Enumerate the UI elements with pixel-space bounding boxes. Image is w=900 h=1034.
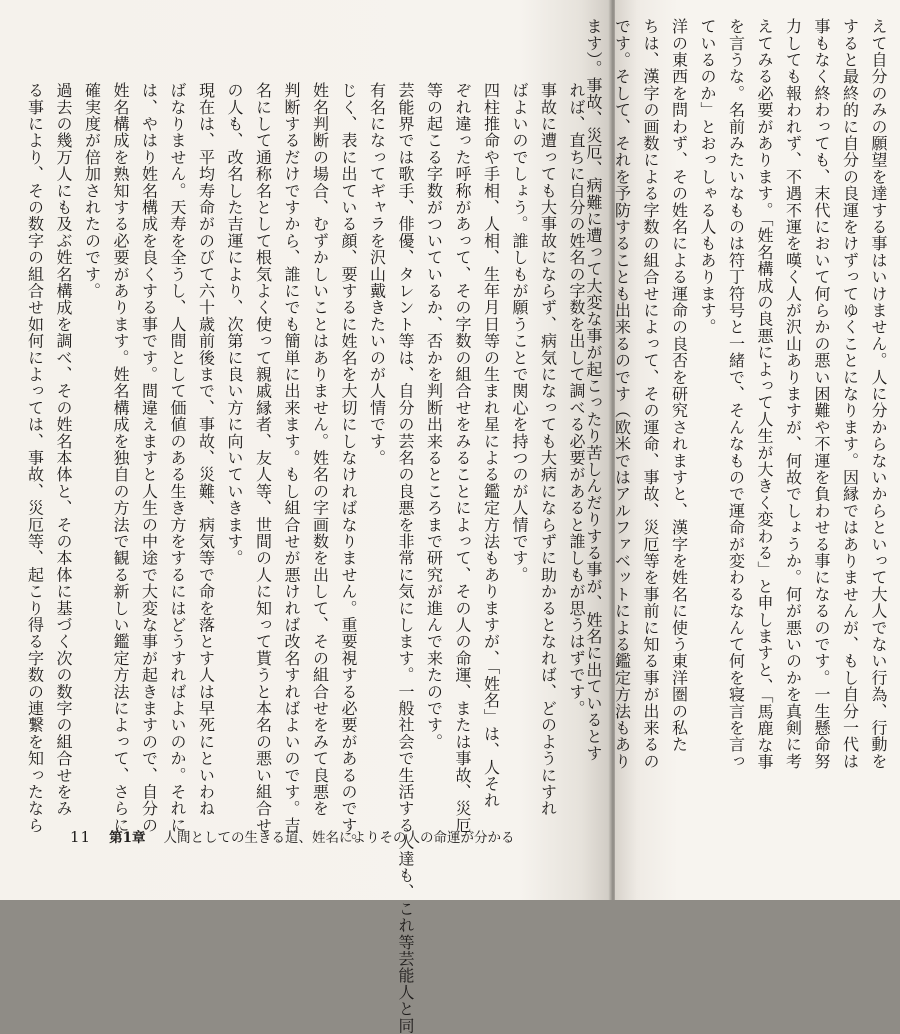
page-number: 11 <box>70 828 92 846</box>
right-text-line: ているのか」とおっしゃる人もあります。 <box>698 18 717 336</box>
right-text-line: です。そして、それを予防することも出来るのです（欧米ではアルファベットによる鑑定方法もあり <box>612 18 632 770</box>
left-text-line: 姓名判断の場合、むずかしいことはありません。姓名の字画数を出して、その組合せをみて良悪を <box>310 82 330 817</box>
right-page-body-text <box>579 18 893 838</box>
right-text-line: を言うな。名前みたいなものは符丁符号と一緒で、そんなもので運命が変わるなんて何を寝言を言っ <box>726 18 746 770</box>
left-text-line: れば、直ちに自分の姓名の字数を出して調べる必要があると誰しもが思うはずです。 <box>567 82 586 717</box>
left-text-line: ばよいのでしょう。誰しもが願うことで関心を持つのが人情です。 <box>510 82 529 583</box>
left-text-line: 有名になってギャラを沢山戴きたいのが人情です。 <box>367 82 387 467</box>
chapter-title: 人間としての生きる道、姓名によりその人の命運が分かる <box>163 830 515 846</box>
left-text-line: ぞれ違った呼称があって、その字数の組合せをみることによって、その人の命運、または事故、災厄 <box>453 82 472 834</box>
left-page-body-text <box>20 82 590 1034</box>
left-text-line: 姓名構成を熟知する必要があります。姓名構成を独自の方法で観る新しい鑑定方法によって、さらに <box>111 82 130 834</box>
left-text-line: 過去の幾万人にも及ぶ姓名構成を調べ、その姓名本体と、その本体に基づく次の数字の組合せをみ <box>54 82 73 817</box>
right-text-line: 洋の東西を問わず、その姓名による運命の良否を研究されますと、漢字を姓名に使う東洋圏の私た <box>669 18 689 753</box>
right-text-line: えて自分のみの願望を達する事はいけません。人に分からないからといって大人でない行為、行動を <box>869 18 888 770</box>
right-text-line: ます）。事故、災厄、病難に遭って大変な事が起こったり苦しんだりする事が、姓名に出ているとす <box>584 18 603 762</box>
left-text-line: 確実度が倍加されたのです。 <box>82 82 102 300</box>
right-text-line: すると最終的に自分の良運をけずってゆくことになります。因縁ではありませんが、もし自分一代は <box>840 18 860 770</box>
left-text-line: ばなりません。天寿を全うし、人間として価値のある生き方をするにはどうすればよいのか。それに <box>168 82 187 834</box>
left-text-line: 芸能界では歌手、俳優、タレント等は、自分の芸名の良悪を非常に気にします。一般社会で生活する人達も、これ等芸能人と同 <box>396 82 415 1034</box>
left-text-line: じく、表に出ている顔、要するに姓名を大切にしなければなりません。重要視する必要があるのです。 <box>339 82 358 851</box>
right-text-line: ちは、漢字の画数による字数の組合せによって、その運命、事故、災厄等を事前に知る事が出来るの <box>641 18 660 770</box>
left-text-line: 判断するだけですから、誰にでも簡単に出来ます。もし組合せが悪ければ改名すればよいのです。吉 <box>282 82 301 834</box>
right-text-line: 事もなく終わっても、末代において何らかの悪い困難や不運を負わせる事になるのです。一生懸命努 <box>812 18 831 770</box>
left-text-line: 四柱推命や手相、人相、生年月日等の生まれ星による鑑定方法もありますが、「姓名」は、人それ <box>481 82 501 809</box>
left-text-line: 名にして通称名として根気よく使って親戚縁者、友人等、世間の人に知って貰うと本名の悪い組合せ <box>253 82 273 834</box>
left-text-line: 事故に遭っても大事故にならず、病気になっても大病にならずに助かるとなれば、どのようにすれ <box>538 82 558 817</box>
left-text-line: 等の起こる字数がついているか、否かを判断出来るところまで研究が進んで来たのです。 <box>424 82 444 750</box>
chapter-label: 第1章 <box>109 830 146 846</box>
right-text-line: 力しても報われず、不遇不運を嘆く人が沢山ありますが、何故でしょうか。何が悪いのかを真剣に考 <box>783 18 803 770</box>
right-text-line: えてみる必要があります。「姓名構成の良悪によって人生が大きく変わる」と申しますと、「馬鹿な事 <box>755 18 774 771</box>
right-page <box>584 0 900 900</box>
page-footer <box>70 826 515 846</box>
left-text-line: 現在は、平均寿命がのびて六十歳前後まで、事故、災難、病気等で命を落とす人は早死にといわね <box>196 82 216 817</box>
left-text-line: の人も、改名した吉運により、次第に良い方に向いていきます。 <box>225 82 244 567</box>
left-text-line: は、やはり姓名構成を良くする事です。間違えますと人生の中途で大変な事が起きますので、自分の <box>139 82 159 834</box>
left-text-line: る事により、その数字の組合せ如何によっては、事故、災厄等、起こり得る字数の連繋を知ったなら <box>25 82 45 834</box>
